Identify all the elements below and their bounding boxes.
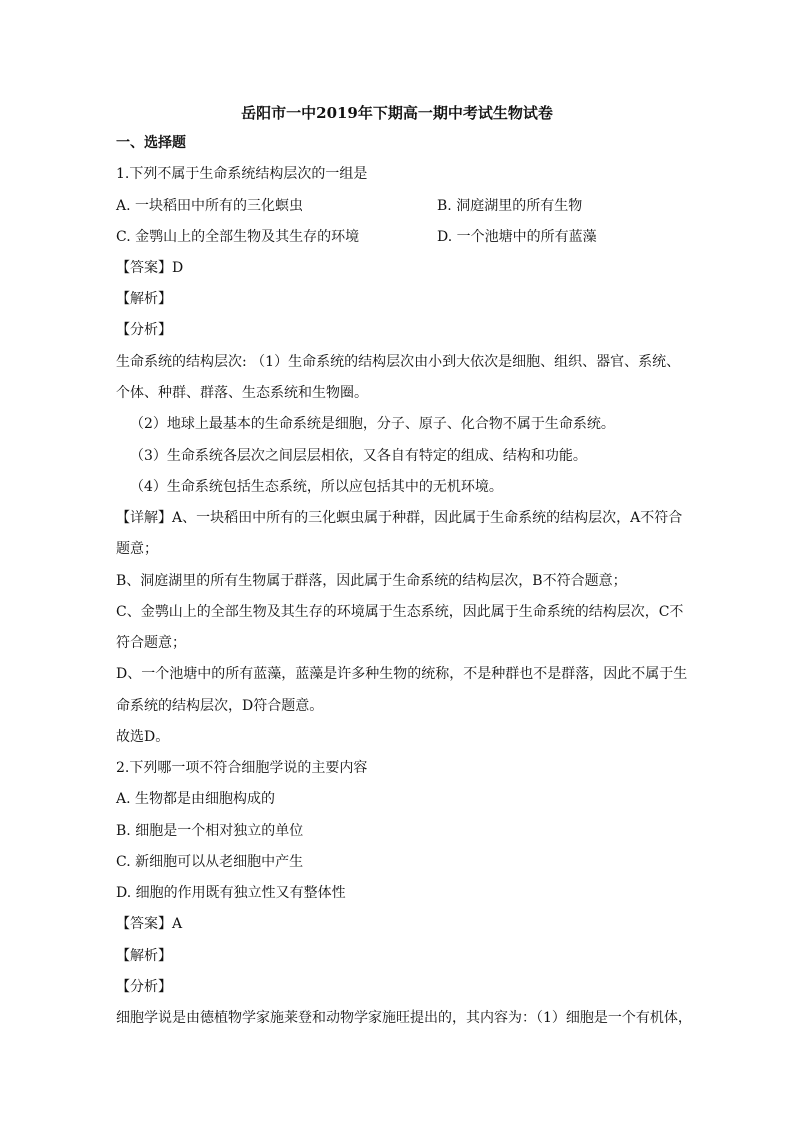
question-1-para-4: （3）生命系统各层次之间层层相依，又各自有特定的组成、结构和功能。	[130, 448, 587, 464]
question-1-para-1: 生命系统的结构层次: （1）生命系统的结构层次由小到大依次是细胞、组织、器官、系统、	[116, 354, 681, 370]
question-1-option-b: B. 洞庭湖里的所有生物	[437, 198, 583, 214]
question-1-fenxi-label: 【分析】	[116, 322, 172, 338]
question-1-detail-4: C、金鹗山上的全部生物及其生存的环境属于生态系统，因此属于生命系统的结构层次，C不	[116, 604, 684, 620]
question-1-detail-7: 命系统的结构层次，D符合题意。	[116, 698, 324, 714]
question-1-answer: 【答案】D	[116, 260, 184, 276]
question-1-stem: 1.下列不属于生命系统结构层次的一组是	[116, 166, 368, 182]
question-1-detail-3: B、洞庭湖里的所有生物属于群落，因此属于生命系统的结构层次，B不符合题意；	[116, 573, 627, 589]
document-title: 岳阳市一中2019年下期高一期中考试生物试卷	[241, 104, 553, 122]
question-2-option-d: D. 细胞的作用既有独立性又有整体性	[116, 885, 346, 901]
question-2-fenxi-label: 【分析】	[116, 979, 172, 995]
question-2-para-1: 细胞学说是由德植物学家施莱登和动物学家施旺提出的，其内容为：（1）细胞是一个有机体，	[116, 1010, 692, 1026]
question-1-option-a: A. 一块稻田中所有的三化螟虫	[116, 198, 304, 214]
question-2-analysis-label: 【解析】	[116, 948, 172, 964]
question-1-para-3: （2）地球上最基本的生命系统是细胞，分子、原子、化合物不属于生命系统。	[130, 416, 615, 432]
question-2-option-a: A. 生物都是由细胞构成的	[116, 791, 276, 807]
question-2-option-b: B. 细胞是一个相对独立的单位	[116, 823, 304, 839]
question-1-option-d: D. 一个池塘中的所有蓝藻	[437, 229, 597, 245]
question-1-para-2: 个体、种群、群落、生态系统和生物圈。	[116, 385, 368, 401]
question-1-conclusion: 故选D。	[116, 729, 170, 745]
question-1-detail-2: 题意；	[116, 541, 158, 557]
question-2-stem: 2.下列哪一项不符合细胞学说的主要内容	[116, 760, 368, 776]
question-1-detail-1: 【详解】A、一块稻田中所有的三化螟虫属于种群，因此属于生命系统的结构层次，A不符合	[116, 510, 683, 526]
question-2-answer: 【答案】A	[116, 916, 183, 932]
question-1-analysis-label: 【解析】	[116, 291, 172, 307]
question-1-detail-5: 符合题意；	[116, 635, 186, 651]
section-heading: 一、选择题	[116, 135, 186, 151]
question-1-option-c: C. 金鹗山上的全部生物及其生存的环境	[116, 229, 360, 245]
question-1-detail-6: D、一个池塘中的所有蓝藻，蓝藻是许多种生物的统称，不是种群也不是群落，因此不属于生	[116, 666, 688, 682]
question-2-option-c: C. 新细胞可以从老细胞中产生	[116, 854, 304, 870]
question-1-para-5: （4）生命系统包括生态系统，所以应包括其中的无机环境。	[130, 479, 503, 495]
